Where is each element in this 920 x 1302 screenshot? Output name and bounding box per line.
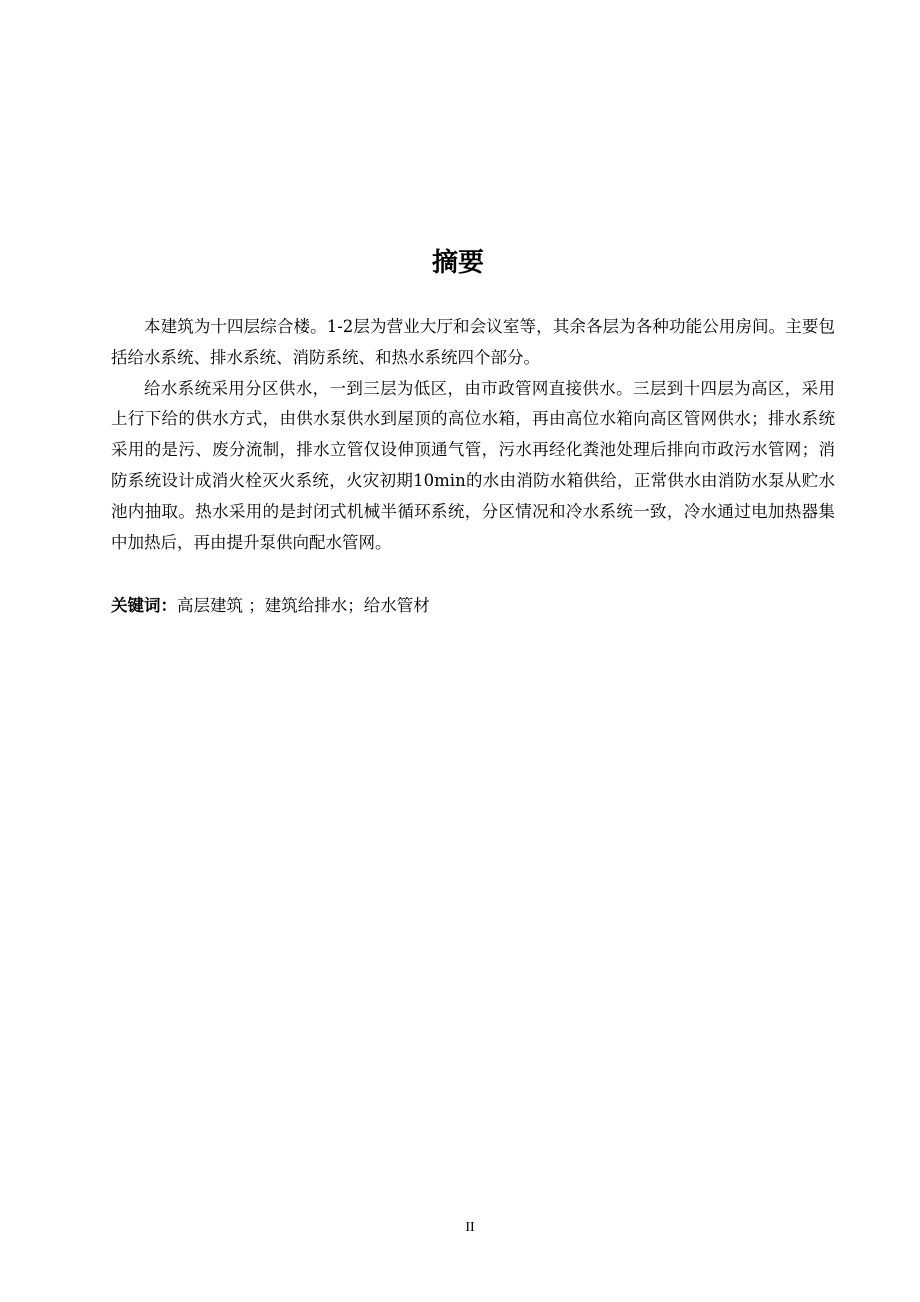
abstract-body: [111, 312, 835, 558]
keywords-line: [111, 591, 835, 621]
keywords-label: 关键词：: [111, 596, 177, 615]
abstract-title: 摘要: [431, 248, 484, 278]
page-number: II: [465, 1220, 475, 1235]
abstract-paragraph-2: 给水系统采用分区供水，一到三层为低区，由市政管网直接供水。三层到十四层为高区，采用上行下给的供水方式，由供水泵供水到屋顶的高位水箱，再由高位水箱向高区管网供水；排水系统采用的是污、废分流制，排水立管仅设伸顶通气管，污水再经化粪池处理后排向市政污水管网；消防系统设计成消火栓灭火系统，火灾初期10min的水由消防水箱供给，正常供水由消防水泵从贮水池内抽取。热水采用的是封闭式机械半循环系统，分区情况和冷水系统一致，冷水通过电加热器集中加热后，再由提升泵供向配水管网。: [111, 378, 835, 552]
keywords-text: 高层建筑 ；建筑给排水；给水管材: [177, 596, 430, 615]
abstract-paragraph-1: 本建筑为十四层综合楼。1-2层为营业大厅和会议室等，其余各层为各种功能公用房间。主要包括给水系统、排水系统、消防系统、和热水系统四个部分。: [111, 317, 835, 367]
